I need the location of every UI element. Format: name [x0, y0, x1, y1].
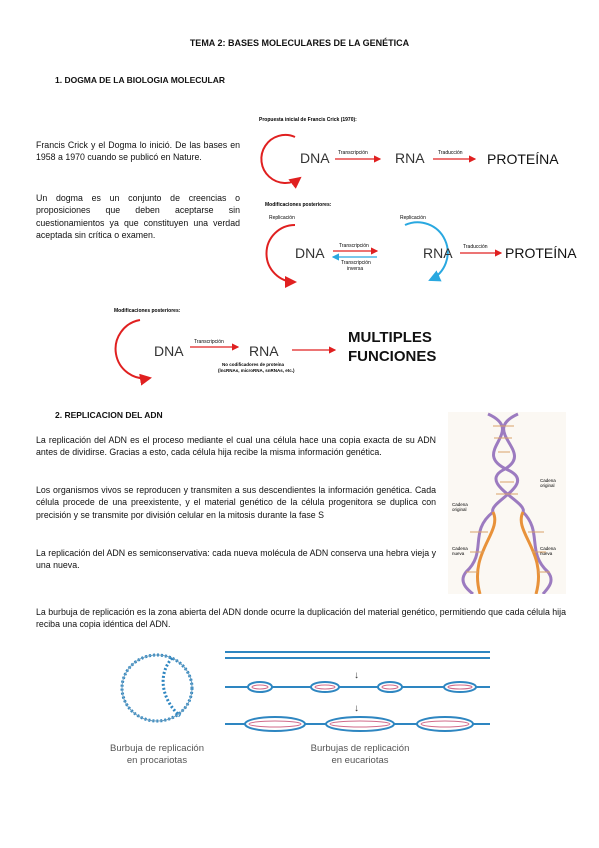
- eukaryote-caption-2: en eucariotas: [331, 755, 389, 766]
- dna-label: DNA: [300, 150, 330, 166]
- helix-label-original-left-2: original: [452, 507, 467, 512]
- section-heading-replication: 2. REPLICACION DEL ADN: [55, 410, 163, 420]
- noncoding-label-2: (lncRNAs, microRNA, snRNAs, etc.): [218, 368, 295, 373]
- rna-label-3: RNA: [249, 343, 279, 359]
- down-arrow-icon: ↓: [354, 670, 359, 681]
- paragraph-semiconservative: La replicación del ADN es semiconservativa: cada nueva molécula de ADN conserva una hebra vieja y una nueva.: [36, 548, 436, 571]
- transcription-label: Transcripción: [338, 150, 368, 156]
- rna-label-2: RNA: [423, 245, 453, 261]
- prokaryote-caption-2: en procariotas: [126, 755, 188, 766]
- helix-label-new-right-2: nueva: [540, 551, 553, 556]
- helix-label-new-right-1: Cadena: [540, 546, 556, 551]
- paragraph-organisms: Los organismos vivos se reproducen y transmiten a sus descendientes la información genética. Cada célula procede de una preexistente, y el material genético de la célula progenitora se duplica con precisión y se transmite por división celular en la mitosis durante la fase S: [36, 485, 436, 520]
- protein-label-2: PROTEÍNA: [505, 245, 577, 261]
- multiple-label: MULTIPLES: [348, 329, 432, 346]
- transcription-label-3: Transcripción: [194, 339, 224, 345]
- dna-replication-loop-3: [116, 320, 150, 378]
- helix-label-original-right-2: original: [540, 483, 555, 488]
- dna-label-3: DNA: [154, 343, 184, 359]
- paragraph-replication-bubble: La burbuja de replicación es la zona abierta del ADN donde ocurre la duplicación del material genético, permitiendo que cada célula hija reciba una copia idéntica del ADN.: [36, 607, 566, 630]
- replication-left-label: Replicación: [269, 215, 295, 221]
- replication-right-label: Replicación: [400, 215, 426, 221]
- reverse-label-1: Transcripción: [341, 260, 371, 266]
- dna-label-2: DNA: [295, 245, 325, 261]
- diagram1-caption: Propuesta inicial de Francis Crick (1970):: [259, 117, 357, 123]
- paragraph-dogma-definition: Un dogma es un conjunto de creencias o proposiciones que deben aceptarse sin cuestionamientos ya que constituyen una verdad aceptada sin crítica o examen.: [36, 193, 240, 240]
- translation-label: Traducción: [438, 150, 463, 156]
- section-heading-dogma: 1. DOGMA DE LA BIOLOGIA MOLECULAR: [55, 75, 225, 85]
- helix-label-original-left-1: Cadena: [452, 502, 468, 507]
- translation-label-2: Traducción: [463, 244, 488, 250]
- protein-label: PROTEÍNA: [487, 151, 559, 167]
- helix-label-original-right-1: Cadena: [540, 478, 556, 483]
- dna-replication-loop: [266, 225, 295, 282]
- paragraph-crick: Francis Crick y el Dogma lo inició. De las bases en 1958 a 1970 cuando se publicó en Nature.: [36, 140, 240, 163]
- prokaryote-circular-dna: [122, 655, 192, 721]
- dogma-modified-diagram: [255, 198, 595, 294]
- noncoding-rna-diagram: [110, 306, 460, 386]
- down-arrow-icon-2: ↓: [354, 703, 359, 714]
- diagram2-caption: Modificaciones posteriores:: [265, 202, 332, 208]
- reverse-label-2: inversa: [347, 266, 364, 272]
- rna-label: RNA: [395, 150, 425, 166]
- noncoding-label-1: No codificadores de proteína: [222, 362, 285, 367]
- dna-helix-illustration: [448, 412, 566, 594]
- replication-loop-arrow: [261, 135, 300, 183]
- eukaryote-linear-dna: [225, 652, 490, 731]
- prokaryote-caption-1: Burbuja de replicación: [110, 743, 205, 754]
- helix-label-new-left-1: Cadena: [452, 546, 468, 551]
- paragraph-replication-definition: La replicación del ADN es el proceso mediante el cual una célula hace una copia exacta de su ADN antes de dividirse. Gracias a esto, cada célula hija recibe la misma información genética.: [36, 435, 436, 458]
- diagram3-caption: Modificaciones posteriores:: [114, 308, 181, 314]
- page-title: TEMA 2: BASES MOLECULARES DE LA GENÉTICA: [189, 38, 410, 48]
- replication-bubbles-illustration: [110, 648, 496, 776]
- dogma-initial-diagram: [255, 112, 595, 192]
- helix-label-new-left-2: nueva: [452, 551, 465, 556]
- eukaryote-caption-1: Burbujas de replicación: [310, 743, 410, 754]
- transcription-label-2: Transcripción: [339, 243, 369, 249]
- functions-label: FUNCIONES: [348, 348, 437, 365]
